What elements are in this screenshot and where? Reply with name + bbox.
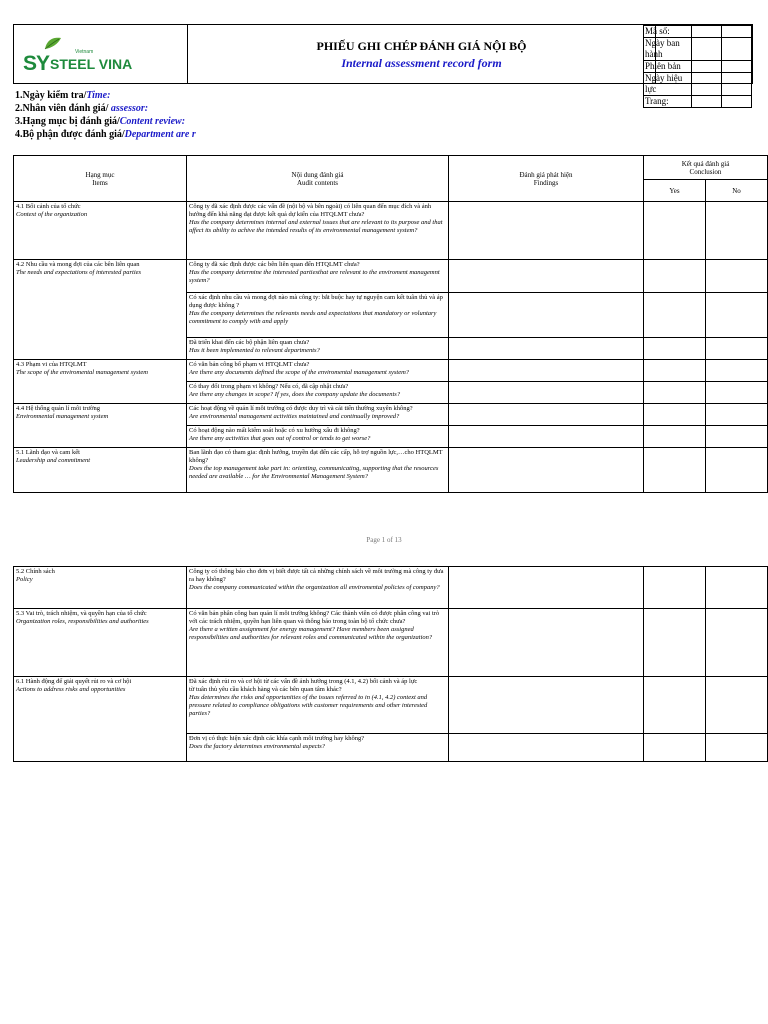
meta-value[interactable] (692, 96, 722, 108)
no-cell[interactable] (706, 360, 768, 382)
audit-cell: Có xác định nhu cầu và mong đợi nào mà công ty: bắt buộc hay tự nguyện cam kết tuân thủ và áp dụng được không ? Has the company determines the relevants needs and expectations that mandatory or voluntary commitment to comply with and apply (187, 293, 449, 338)
header-findings: Đánh giá phát hiện Findings (449, 156, 644, 202)
logo-cell (14, 25, 188, 83)
audit-cell: Ban lãnh đạo có tham gia: định hướng, truyền đạt đến các cấp, hỗ trợ nguồn lực,…cho HTQLMT không? Does the top management take part in: orienting, communicating, supporting that the resources needed are available … for the Environmental Management System? (187, 448, 449, 493)
meta-label: Ngày ban hành (644, 38, 692, 61)
audit-cell: Công ty có thông báo cho đơn vị biết được tất cả những chính sách về môi trường mà công ty đưa ra hay không? Does the company communicated within the organization all enviromental policies of company? (187, 567, 449, 609)
no-cell[interactable] (706, 609, 768, 677)
title-cell (188, 25, 656, 83)
header-items: Hạng mục Items (14, 156, 187, 202)
info-line-content (15, 116, 185, 127)
logo-steel-text: STEEL VINA (50, 56, 133, 72)
item-cell: 5.1 Lãnh đạo và cam kết Leadership and commitment (14, 448, 187, 493)
yes-cell[interactable] (644, 567, 706, 609)
document-meta-table (643, 25, 752, 108)
info-line-time (15, 90, 110, 101)
no-cell[interactable] (706, 567, 768, 609)
info-label-en: Department are r (124, 129, 196, 140)
meta-label: Trang: (644, 96, 692, 108)
no-cell[interactable] (706, 338, 768, 360)
meta-value[interactable] (722, 38, 752, 61)
audit-cell: Công ty đã xác định được các vấn đề (nội bộ và bên ngoài) có liên quan đến mục đích và ảnh hưởng đến khả năng đạt được kết quả dự kiến của HTQLMT chưa? Has the company determines internal and external issues that are relevant to its purpose and that affect its ability to achive the intended results of its environmental management system? (187, 202, 449, 260)
info-label: 2.Nhân viên đánh giá/ (15, 103, 111, 114)
item-cell: 6.1 Hành động để giải quyết rủi ro và cơ hội Actions to address risks and opportunities (14, 677, 187, 762)
item-cell: 4.1 Bối cảnh của tổ chức Context of the organization (14, 202, 187, 260)
meta-value[interactable] (692, 26, 722, 38)
yes-cell[interactable] (644, 382, 706, 404)
yes-cell[interactable] (644, 609, 706, 677)
meta-value[interactable] (722, 96, 752, 108)
no-cell[interactable] (706, 293, 768, 338)
form-title-vn: PHIẾU GHI CHÉP ĐÁNH GIÁ NỘI BỘ (316, 39, 527, 53)
findings-cell[interactable] (449, 260, 644, 293)
yes-cell[interactable] (644, 677, 706, 734)
findings-cell[interactable] (449, 448, 644, 493)
audit-table-page1 (13, 155, 768, 493)
findings-cell[interactable] (449, 609, 644, 677)
leaf-logo-icon (42, 35, 64, 51)
meta-label: Mã số: (644, 26, 692, 38)
meta-value[interactable] (692, 38, 722, 61)
no-cell[interactable] (706, 448, 768, 493)
item-cell: 4.2 Nhu cầu và mong đợi của các bên liên quan The needs and expectations of interested parties (14, 260, 187, 360)
item-cell: 4.3 Phạm vi của HTQLMT The scope of the enviromental management system (14, 360, 187, 404)
meta-label: Ngày hiệu lực (644, 73, 692, 96)
yes-cell[interactable] (644, 404, 706, 426)
yes-cell[interactable] (644, 260, 706, 293)
info-label-en: Content review: (119, 116, 186, 127)
findings-cell[interactable] (449, 360, 644, 382)
yes-cell[interactable] (644, 426, 706, 448)
info-label-en: Time: (86, 90, 111, 101)
form-title-en: Internal assessment record form (341, 56, 502, 70)
header-yes: Yes (644, 180, 706, 202)
item-cell: 5.2 Chính sách Policy (14, 567, 187, 609)
no-cell[interactable] (706, 677, 768, 734)
findings-cell[interactable] (449, 426, 644, 448)
item-cell: 5.3 Vai trò, trách nhiệm, và quyền hạn của tổ chức Organization roles, responsibilities and authorities (14, 609, 187, 677)
info-label-en: assessor: (110, 103, 149, 114)
no-cell[interactable] (706, 426, 768, 448)
item-cell: 4.4 Hệ thống quản lí môi trường Environmental management system (14, 404, 187, 448)
audit-cell: Có thay đổi trong phạm vi không? Nếu có, đã cập nhật chưa? Are there any changes in scope? If yes, does the company update the documents? (187, 382, 449, 404)
meta-value[interactable] (722, 26, 752, 38)
yes-cell[interactable] (644, 202, 706, 260)
info-line-department (15, 129, 196, 140)
info-label: 3.Hạng mục bị đánh giá/ (15, 116, 120, 127)
audit-table-page2 (13, 566, 768, 762)
findings-cell[interactable] (449, 382, 644, 404)
header-audit-contents: Nội dung đánh giá Audit contents (187, 156, 449, 202)
no-cell[interactable] (706, 260, 768, 293)
no-cell[interactable] (706, 404, 768, 426)
audit-cell: Có hoạt động nào mất kiểm soát hoặc có xu hướng xấu đi không? Are there any activities that goes out of control or tends to get worse? (187, 426, 449, 448)
yes-cell[interactable] (644, 448, 706, 493)
header-conclusion: Kết quả đánh giá Conclusion (644, 156, 768, 180)
logo-vietnam-text: Vietnam (75, 49, 94, 55)
findings-cell[interactable] (449, 734, 644, 762)
info-label: 1.Ngày kiểm tra/ (15, 90, 87, 101)
no-cell[interactable] (706, 734, 768, 762)
header-no: No (706, 180, 768, 202)
yes-cell[interactable] (644, 360, 706, 382)
yes-cell[interactable] (644, 734, 706, 762)
findings-cell[interactable] (449, 677, 644, 734)
yes-cell[interactable] (644, 293, 706, 338)
findings-cell[interactable] (449, 338, 644, 360)
meta-value[interactable] (722, 61, 752, 73)
audit-cell: Công ty đã xác định được các bên liên quan đến HTQLMT chưa? Has the company determine the interested partiesthat are relevant to the enviroment managemnt system? (187, 260, 449, 293)
logo-sy-text: SY (23, 52, 50, 75)
meta-value[interactable] (722, 73, 752, 96)
findings-cell[interactable] (449, 202, 644, 260)
meta-label: Phiên bản (644, 61, 692, 73)
page-number: Page 1 of 13 (366, 536, 402, 544)
audit-cell: Đơn vị có thực hiện xác định các khía cạnh môi trường hay không? Does the factory determines environmental aspects? (187, 734, 449, 762)
findings-cell[interactable] (449, 567, 644, 609)
meta-value[interactable] (692, 73, 722, 96)
audit-cell: Đã xác định rủi ro và cơ hội từ các vấn đề ảnh hưởng trong (4.1, 4.2) bối cảnh và áp lực từ tuân thủ yêu cầu khách hàng và các bên quan tâm khác? Has determines the risks and opportunities of the issues referred to in (4.1, 4.2) context and pressure related to compliance obligations with customer requirements and other interested parties? (187, 677, 449, 734)
yes-cell[interactable] (644, 338, 706, 360)
no-cell[interactable] (706, 202, 768, 260)
findings-cell[interactable] (449, 293, 644, 338)
findings-cell[interactable] (449, 404, 644, 426)
meta-value[interactable] (692, 61, 722, 73)
audit-cell: Có văn bản công bố phạm vi HTQLMT chưa? Are there any documents defined the scope of the enviromental management system? (187, 360, 449, 382)
info-label: 4.Bộ phận được đánh giá/ (15, 129, 125, 140)
no-cell[interactable] (706, 382, 768, 404)
audit-cell: Các hoạt động về quản lí môi trường có được duy trì và cải tiến thường xuyên không? Are environmental management activities maintained and continually improved? (187, 404, 449, 426)
audit-cell: Có văn bản phân công ban quản lí môi trường không? Các thành viên có được phân công vai trò với các trách nhiệm, quyền hạn liên quan và thông báo trong toàn bộ tổ chức chưa? Are there a written assignment for energy management? Have members been assigned responsibilities and authorities for relevant roles and communicated within the organization? (187, 609, 449, 677)
audit-cell: Đã triển khai đến các bộ phận liên quan chưa? Has it been implemented to relevant departments? (187, 338, 449, 360)
info-line-assessor (15, 103, 148, 114)
